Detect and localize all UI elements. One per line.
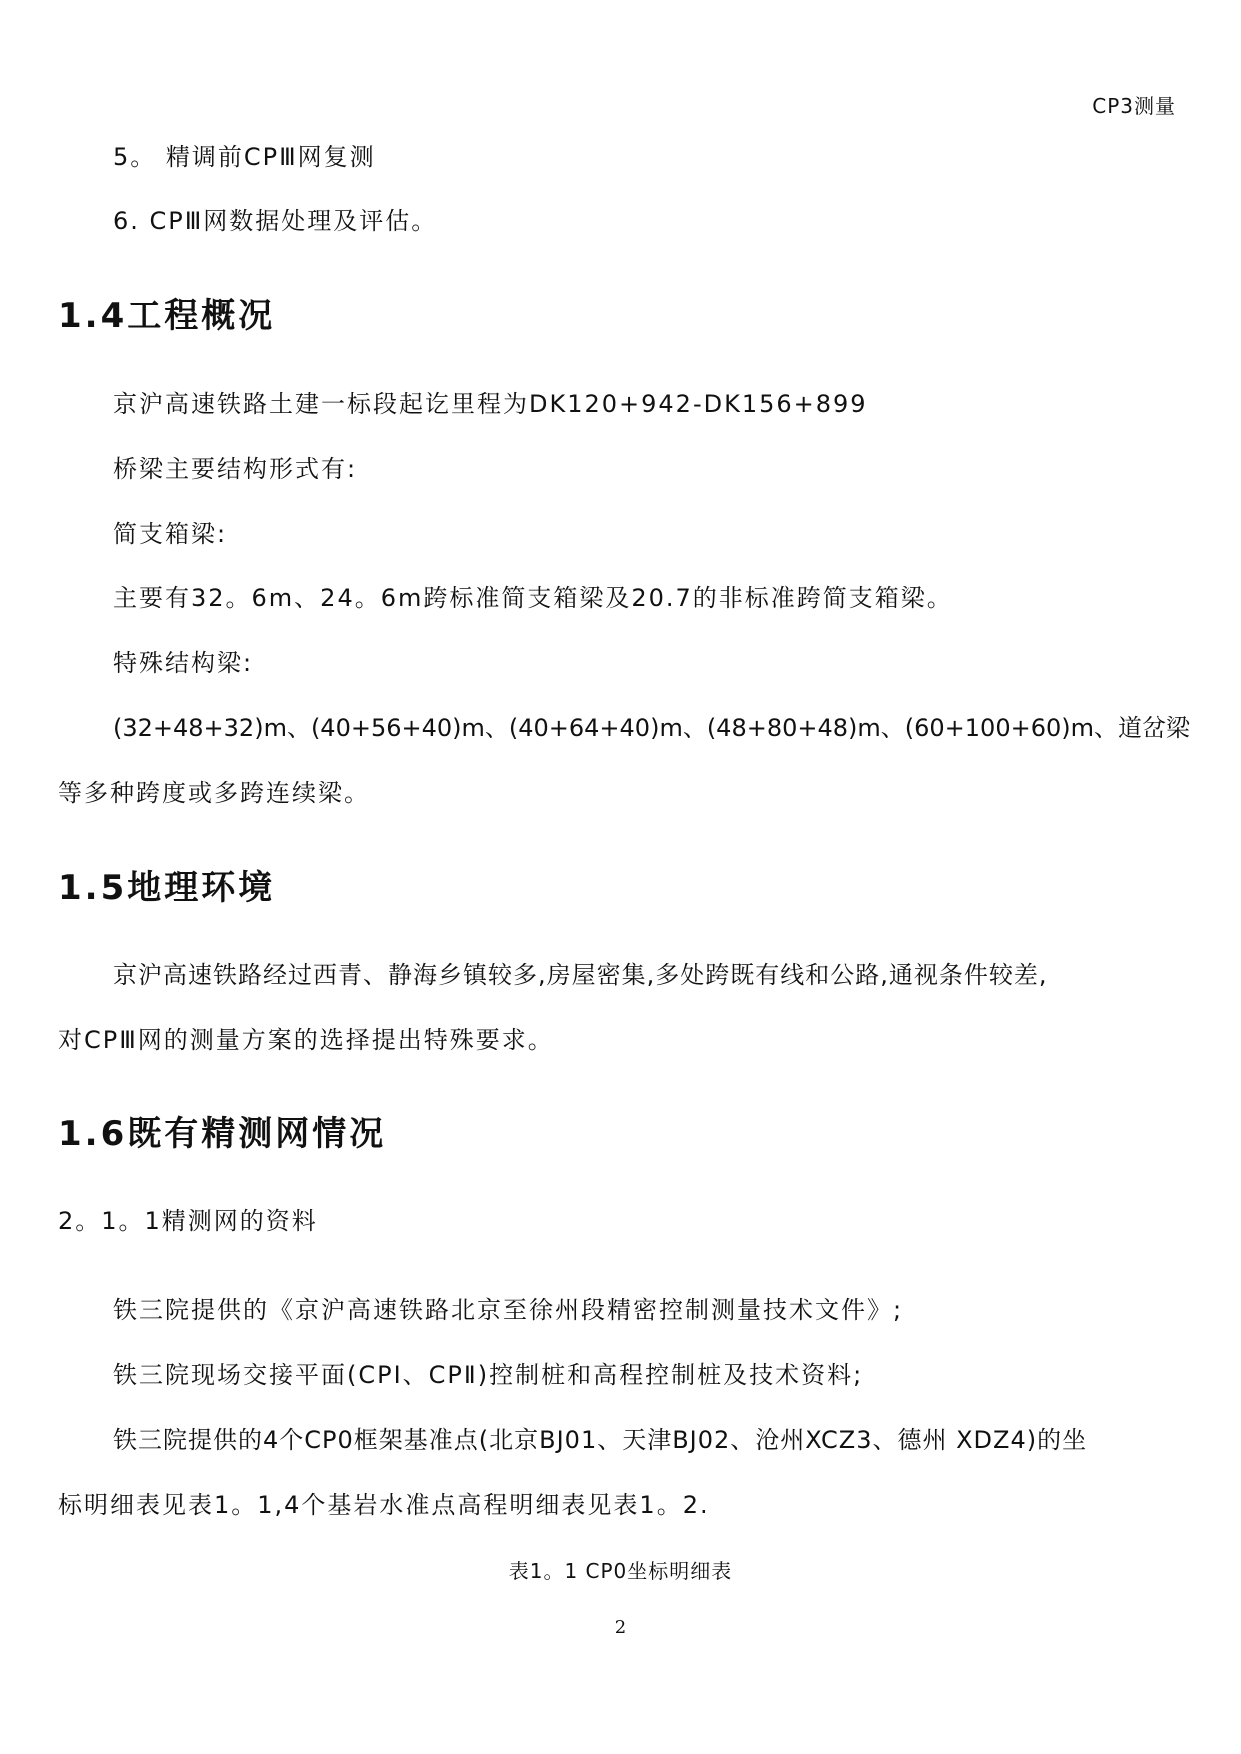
paragraph-simple-beam: 简支箱梁:: [113, 520, 228, 548]
paragraph-bridge-types: 桥梁主要结构形式有:: [113, 455, 358, 483]
paragraph-mileage: 京沪高速铁路土建一标段起讫里程为DK120+942-DK156+899: [113, 390, 868, 418]
table-caption: 表1。1 CP0坐标明细表: [508, 1559, 733, 1583]
paragraph-geography: 京沪高速铁路经过西青、静海乡镇较多,房屋密集,多处跨既有线和公路,通视条件较差,: [113, 961, 1048, 989]
paragraph-cp0-points-cont: 标明细表见表1。1,4个基岩水准点高程明细表见表1。2.: [58, 1491, 710, 1519]
subsection-heading-2-1-1: 2。1。1精测网的资料: [58, 1207, 318, 1235]
page-number: 2: [614, 1617, 627, 1638]
paragraph-special-beam-cont: 等多种跨度或多跨连续梁。: [58, 779, 370, 807]
list-item-6: 6. CPⅢ网数据处理及评估。: [113, 207, 438, 235]
paragraph-special-beam-spans: (32+48+32)m、(40+56+40)m、(40+64+40)m、(48+80+48)m、(60+100+60)m、道岔梁: [113, 714, 1190, 742]
paragraph-simple-beam-detail: 主要有32。6m、24。6m跨标准简支箱梁及20.7的非标准跨简支箱梁。: [113, 584, 953, 612]
list-item-5: 5。 精调前CPⅢ网复测: [113, 143, 376, 171]
paragraph-tech-docs: 铁三院提供的《京沪高速铁路北京至徐州段精密控制测量技术文件》;: [113, 1296, 904, 1324]
running-header: CP3测量: [1092, 94, 1176, 118]
section-heading-1-5: 1.5地理环境: [58, 868, 276, 908]
paragraph-special-beam: 特殊结构梁:: [113, 649, 254, 677]
paragraph-geography-cont: 对CPⅢ网的测量方案的选择提出特殊要求。: [58, 1026, 554, 1054]
paragraph-control-piles: 铁三院现场交接平面(CPⅠ、CPⅡ)控制桩和高程控制桩及技术资料;: [113, 1361, 864, 1389]
paragraph-cp0-points: 铁三院提供的4个CP0框架基准点(北京BJ01、天津BJ02、沧州XCZ3、德州 XDZ4)的坐: [113, 1426, 1088, 1454]
section-heading-1-6: 1.6既有精测网情况: [58, 1114, 387, 1154]
section-heading-1-4: 1.4工程概况: [58, 296, 276, 336]
